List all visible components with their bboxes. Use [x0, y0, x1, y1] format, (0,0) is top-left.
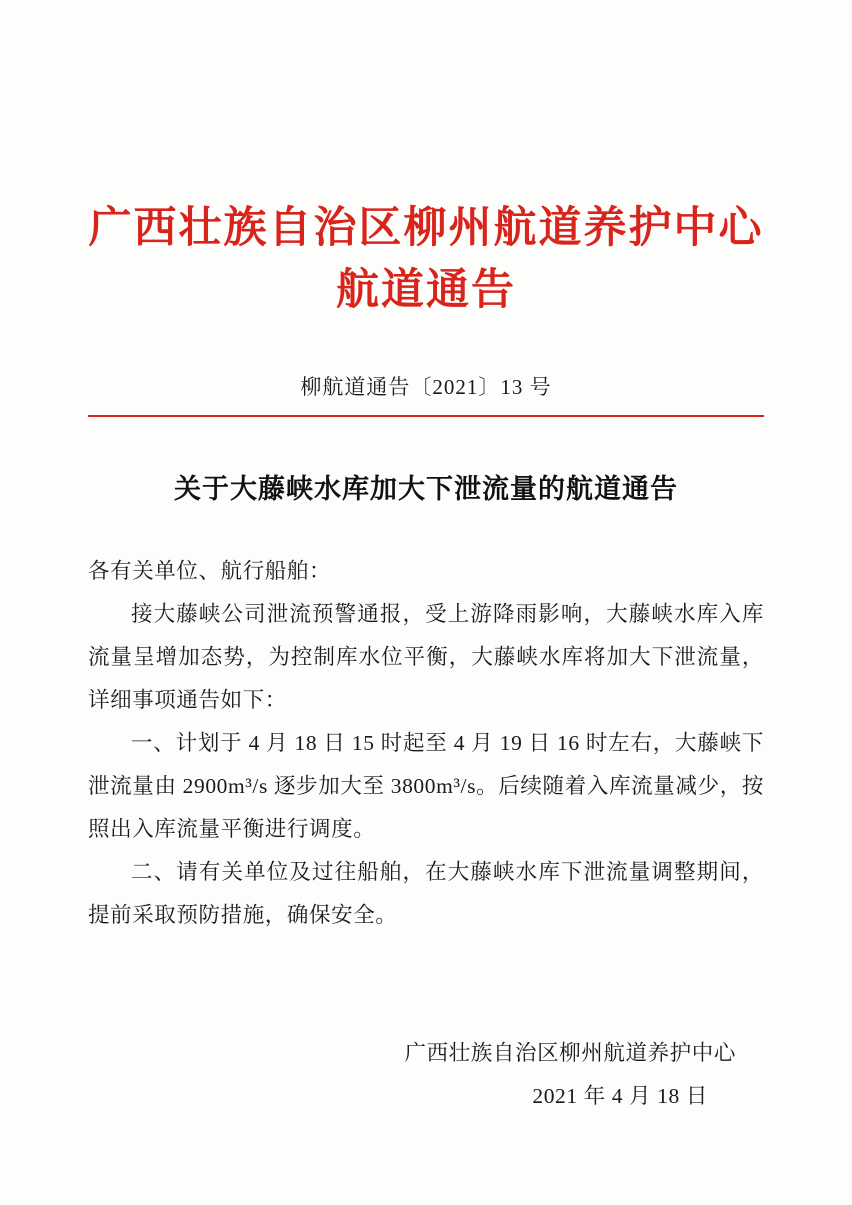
red-divider-rule	[88, 415, 764, 417]
body-paragraph-2: 一、计划于 4 月 18 日 15 时起至 4 月 19 日 16 时左右，大藤峡下泄流量由 2900m³/s 逐步加大至 3800m³/s。后续随着入库流量减少，按照出入库流量平衡进行调度。	[88, 730, 764, 841]
signature-date: 2021 年 4 月 18 日	[532, 1083, 708, 1108]
document-subject: 关于大藤峡水库加大下泄流量的航道通告	[174, 473, 678, 504]
document-title	[88, 198, 764, 323]
signature-block	[88, 1032, 764, 1118]
salutation: 各有关单位、航行船舶：	[88, 558, 332, 583]
top-spacer	[88, 0, 764, 198]
body-paragraph-3: 二、请有关单位及过往船舶，在大藤峡水库下泄流量调整期间，提前采取预防措施，确保安全。	[88, 859, 764, 927]
document-title-line1: 广西壮族自治区柳州航道养护中心	[88, 205, 764, 252]
document-body	[88, 550, 764, 937]
document-title-line2: 航道通告	[336, 267, 516, 315]
signature-organization: 广西壮族自治区柳州航道养护中心	[404, 1040, 736, 1065]
body-paragraph-1: 接大藤峡公司泄流预警通报，受上游降雨影响，大藤峡水库入库流量呈增加态势，为控制库水位平衡，大藤峡水库将加大下泄流量，详细事项通告如下：	[88, 601, 764, 712]
document-number: 柳航道通告〔2021〕13 号	[300, 374, 552, 399]
